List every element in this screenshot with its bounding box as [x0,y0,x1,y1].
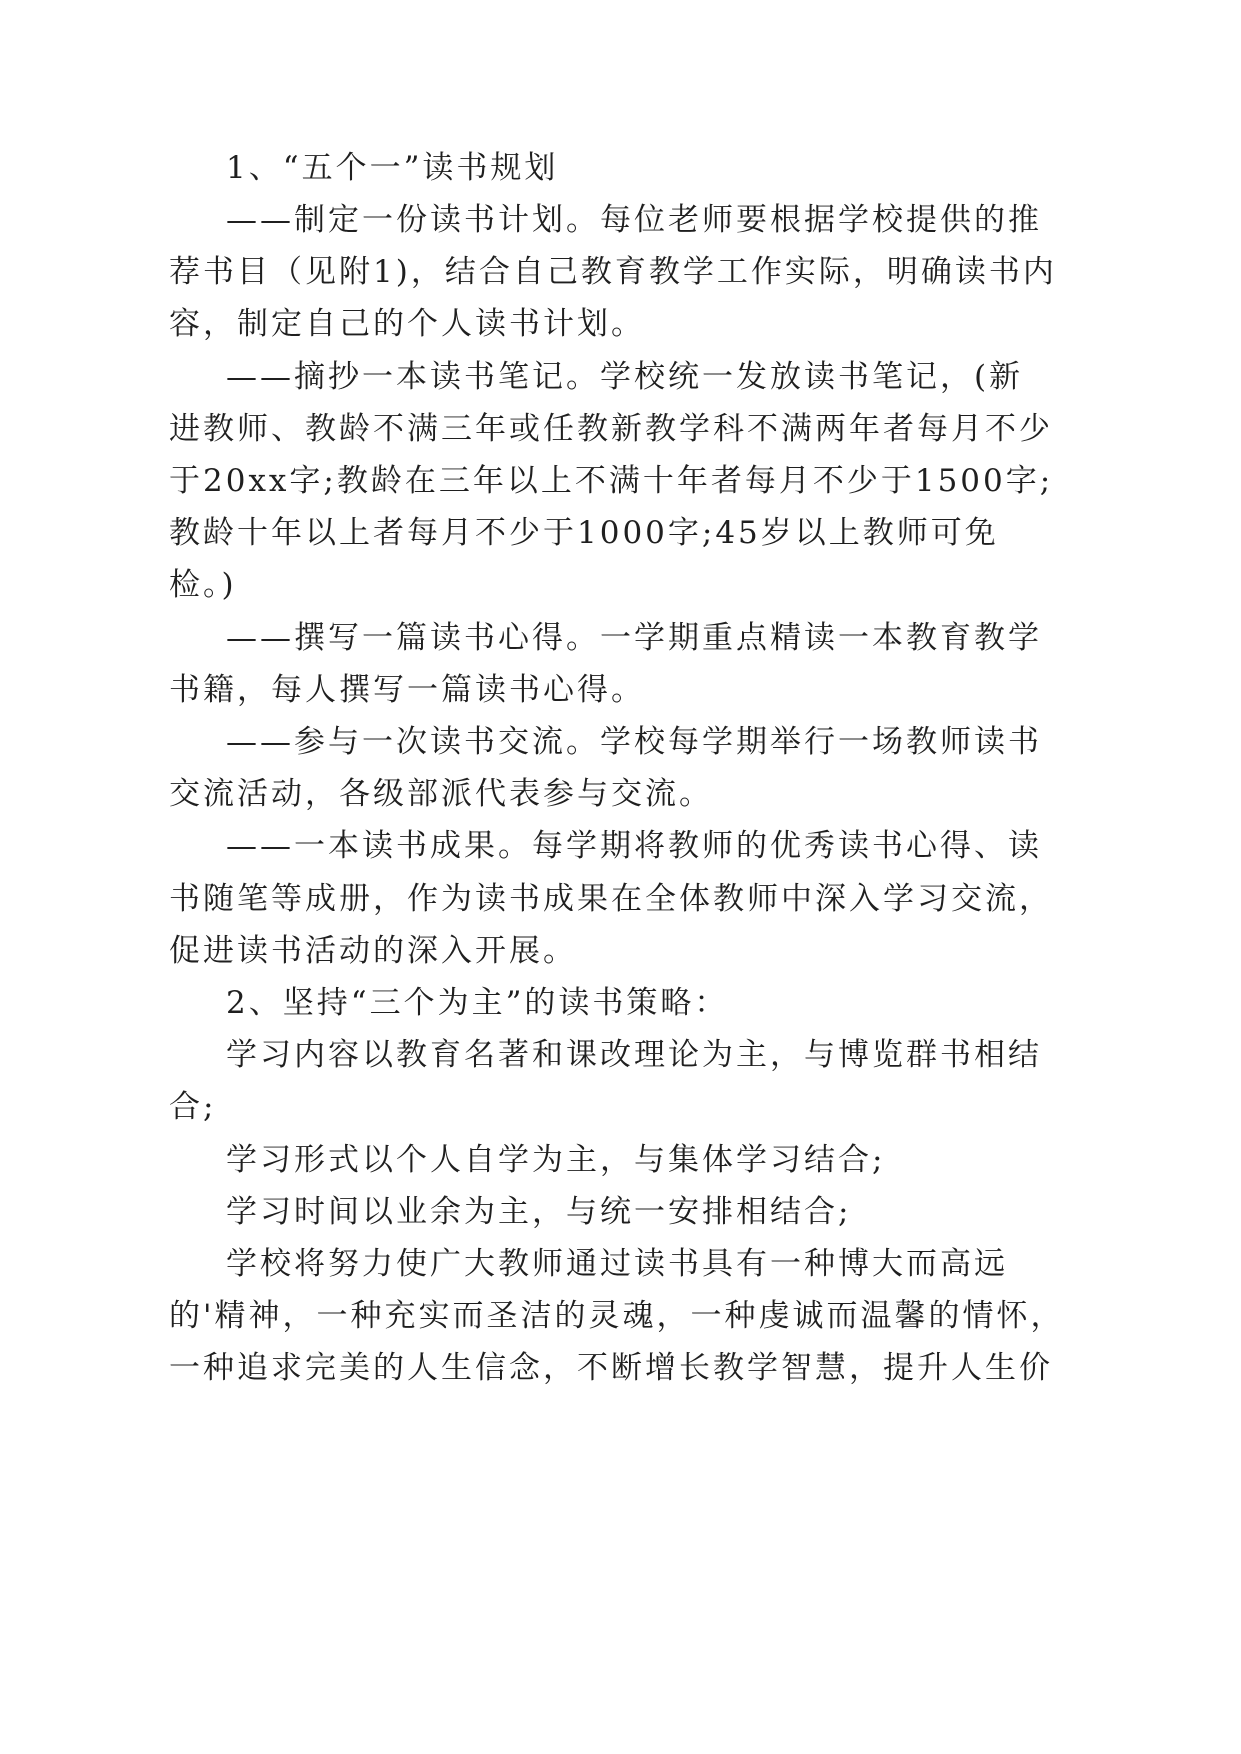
text-line: 促进读书活动的深入开展。 [169,933,577,969]
text-line: 合; [169,1089,217,1125]
text-line: 学习时间以业余为主，与统一安排相结合; [226,1194,852,1230]
text-line: 学习形式以个人自学为主，与集体学习结合; [226,1142,886,1178]
text-line: 教龄十年以上者每月不少于1000字;45岁以上教师可免 [169,515,999,551]
text-line: ——撰写一篇读书心得。一学期重点精读一本教育教学 [226,620,1042,656]
text-line: ——制定一份读书计划。每位老师要根据学校提供的推 [226,202,1042,238]
text-line: 于20xx字;教龄在三年以上不满十年者每月不少于1500字; [169,463,1054,499]
text-line: 荐书目（见附1)，结合自己教育教学工作实际，明确读书内 [169,254,1057,290]
text-line: 书随笔等成册，作为读书成果在全体教师中深入学习交流， [169,881,1053,917]
text-line: 一种追求完美的人生信念，不断增长教学智慧，提升人生价 [169,1350,1053,1386]
text-line: 书籍，每人撰写一篇读书心得。 [169,672,645,708]
text-line: ——一本读书成果。每学期将教师的优秀读书心得、读 [226,828,1042,864]
text-line: 检。) [169,567,237,603]
text-line: 1、“五个一”读书规划 [226,150,559,186]
text-line: 学习内容以教育名著和课改理论为主，与博览群书相结 [226,1037,1042,1073]
text-line: 容，制定自己的个人读书计划。 [169,306,645,342]
text-line: 2、坚持“三个为主”的读书策略： [226,985,729,1021]
text-line: ——摘抄一本读书笔记。学校统一发放读书笔记，(新 [226,359,1024,395]
text-line: 学校将努力使广大教师通过读书具有一种博大而高远 [226,1246,1008,1282]
text-line: 的'精神，一种充实而圣洁的灵魂，一种虔诚而温馨的情怀， [169,1298,1065,1334]
text-line: ——参与一次读书交流。学校每学期举行一场教师读书 [226,724,1042,760]
text-line: 交流活动，各级部派代表参与交流。 [169,776,713,812]
text-line: 进教师、教龄不满三年或任教新教学科不满两年者每月不少 [169,411,1053,447]
